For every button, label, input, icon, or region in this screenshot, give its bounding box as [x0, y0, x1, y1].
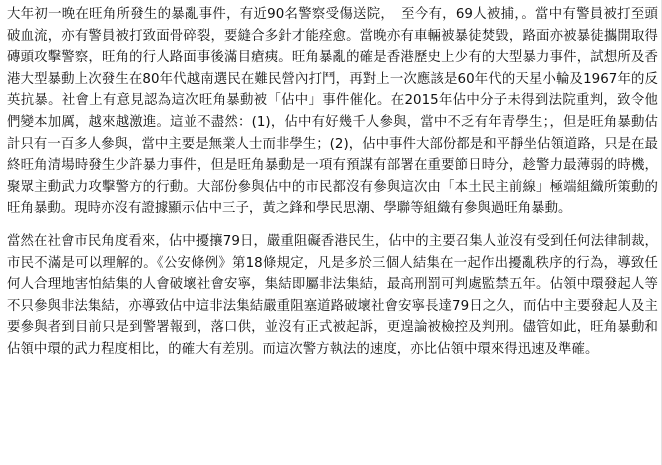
article-paragraph: 大年初一晚在旺角所發生的暴亂事件，有近90名警察受傷送院， 至今有，69人被捕，。當中有警員被打至頭破血流，亦有警員被打致面骨碎裂，要縫合多針才能痊愈。當晚亦有車輛被暴徒焚毀，路面亦被暴徒攜開取得磚頭攻擊警察，旺角的行人路面事後滿目瘡痍。旺角暴亂的確是香港歷史上少有的大型暴力事件，試想所及香港大型暴動上次發生在80年代越南選民在難民營內打鬥，再對上一次應該是60年代的天星小輪及1967年的反英抗暴。社會上有意見認為這次旺角暴動被「佔中」事件催化。在2015年佔中分子未得到法院重判，致令他們變本加厲，越來越激進。這並不盡然：(1)，佔中有好幾千人參與，當中不乏有年青學生；，但是旺角暴動估計只有一百多人參與，當中主要是無業人士而非學生；(2)，佔中事件大部份都是和平靜坐佔領道路，只是在最終旺角清場時發生少許暴力事件，但是旺角暴動是一項有預謀有部署在重要節日時分，趁警力最薄弱的時機，聚眾主動武力攻擊警方的行動。大部份參與佔中的市民都沒有參與這次由「本土民主前線」極端組織所策動的旺角暴動。現時亦沒有證據顯示佔中三子，黃之鋒和學民思潮、學聯等組織有參與過旺角暴動。: [7, 7, 658, 217]
article-paragraph: 當然在社會市民角度看來，佔中擾攘79日，嚴重阻礙香港民生，佔中的主要召集人並沒有受到任何法律制裁，市民不滿是可以理解的。《公安條例》第18條規定，凡是多於三個人結集在一起作出擾亂秩序的行為，導致任何人合理地害怕結集的人會破壞社會安寧，集結即屬非法集結，最高刑罰可判處監禁五年。佔領中環發起人等不只參與非法集結，亦導致佔中這非法集結嚴重阻塞道路破壞社會安寧長達79日之久，而佔中主要發起人及主要參與者到目前只是到警署報到，落口供，並沒有正式被起訴，更遑論被檢控及判刑。儘管如此，旺角暴動和佔領中環的武力程度相比，的確大有差別。而這次警方執法的速度，亦比佔領中環來得迅速及準確。: [7, 233, 658, 357]
